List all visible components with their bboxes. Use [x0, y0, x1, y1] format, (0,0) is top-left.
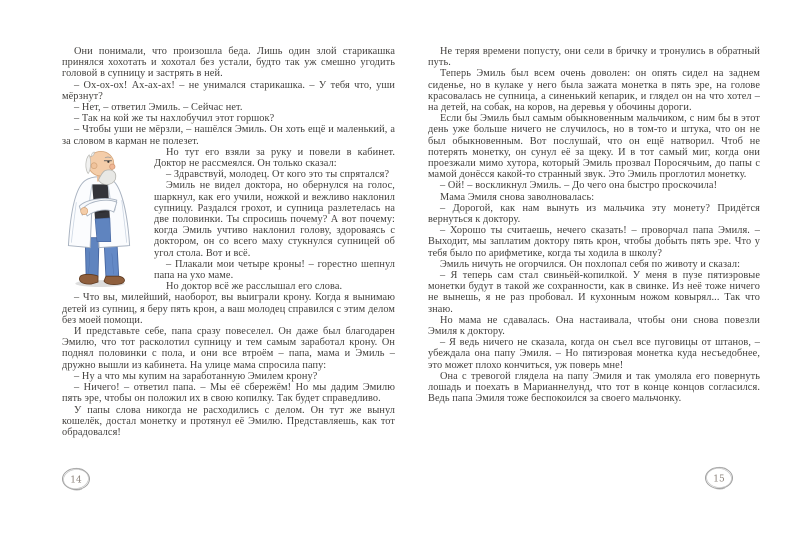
paragraph: Но доктор всё же расслышал его слова. — [166, 281, 343, 293]
paragraph: Эмиль ничуть не огорчился. Он похлопал себя по животу и сказал: — [440, 258, 741, 270]
paragraph: – Здравствуй, молодец. От кого это ты спрятался? — [166, 169, 390, 181]
doctor-drawing — [56, 143, 144, 289]
paragraph: Мама Эмиля снова заволновалась: — [440, 191, 595, 203]
paragraph: Теперь Эмиль был всем очень доволен: он опять сидел на заднем сиденье, но в кулаке у него была зажата монетка в пять эре, на голове красовалась не супница, а синенький кепарик, и глядел он на что хотел – на детей, на собак, на коров, на деревья у обочины дороги. — [428, 68, 760, 114]
left-page — [62, 46, 395, 438]
paragraph: – Что вы, милейший, наоборот, вы выиграли крону. Когда я вынимаю детей из супниц, я беру пять крон, а ваш молодец справился с этим делом без моей помощи. — [62, 292, 395, 326]
page-number-right-value: 15 — [713, 474, 725, 485]
paragraph: – Чтобы уши не мёрзли, – нашёлся Эмиль. Он хоть ещё и маленький, а за словом в карман не полезет. — [62, 124, 395, 147]
paragraph: Но мама не сдавалась. Она настаивала, чтобы они снова повезли Эмиля к доктору. — [428, 314, 760, 338]
paragraph: Они понимали, что произошла беда. Лишь один злой старикашка принялся хохотать и хохотал без устали, будто так уж смешно угодить головой в супницу и застрять в ней. — [62, 46, 395, 80]
paragraph: Не теряя времени попусту, они сели в бричку и тронулись в обратный путь. — [428, 46, 760, 69]
paragraph: Эмиль не видел доктора, но обернулся на голос, шаркнул, как его учили, ножкой и вежливо наклонил супницу. Раздался грохот, и супница разлетелась на две половинки. Ты спросишь почему? А вот почему: когда Эмиль учтиво наклонил голову, здороваясь с доктором, он со всего маху стукнулся супницей об угол стола. Вот и всё. — [154, 180, 395, 259]
paragraph: – Плакали мои четыре кроны! – горестно шепнул папа на ухо маме. — [154, 258, 395, 282]
paragraph: – Я ведь ничего не сказала, когда он съел все пуговицы от штанов, – убеждала она папу Эмиля. – Но пятиэровая монетка куда несъедобнее, это может плохо кончиться, уж поверь мне! — [428, 337, 760, 371]
paragraph: – Дорогой, как нам вынуть из мальчика эту монету? Придётся вернуться к доктору. — [428, 202, 760, 226]
paragraph: – Хорошо ты считаешь, нечего сказать! – проворчал папа Эмиля. – Выходит, мы заплатим доктору пять крон, чтобы добыть пять эре. Что у тебя было по арифметике, когда ты ходила в школу? — [428, 225, 760, 259]
page-number-left-value: 14 — [70, 475, 82, 486]
paragraph: Она с тревогой глядела на папу Эмиля и так умоляла его повернуть лошадь и поехать в Марианнелунд, что тот в конце концов согласился. Ведь папа Эмиля тоже беспокоился за своего мальчонку. — [428, 370, 760, 405]
paragraph: Если бы Эмиль был самым обыкновенным мальчиком, с ним бы в этот день уже больше ничего не случилось, но в том-то и штука, что он не был обыкновенным. Вот послушай, что он ещё натворил. Чтоб не потерять монетку, он сунул её за щеку. И в тот самый миг, когда они проезжали мимо хутора, который Эмиль прозвал Поросячьим, до папы с мамой донёсся какой-то странный звук. Это Эмиль проглотил монетку. — [428, 113, 760, 181]
paragraph: – Ох-ох-ох! Ах-ах-ах! – не унимался старикашка. – У тебя что, уши мёрзнут? — [62, 79, 395, 102]
paragraph: – Я теперь сам стал свиньёй-копилкой. У меня в пузе пятиэровые монетки будут в такой же сохранности, как в свинке. Из неё тоже ничего не вынешь, я не раз пробовал. И кухонным ножом ковырял... Так что знаю. — [428, 270, 760, 315]
page-number-left — [59, 464, 93, 494]
paragraph: У папы слова никогда не расходились с делом. Он тут же вынул кошелёк, достал монетку и протянул её Эмилю. Представляешь, как тот обрадовался! — [62, 404, 395, 438]
right-page — [428, 46, 760, 405]
paragraph: – Ой! – воскликнул Эмиль. – До чего она быстро проскочила! — [440, 180, 718, 192]
doctor-illustration — [56, 143, 144, 289]
paragraph: – Так на кой же ты нахлобучил этот горшок? — [74, 113, 275, 125]
page-number-right — [702, 463, 736, 493]
paragraph: И представьте себе, папа сразу повеселел. Он даже был благодарен Эмилю, что тот расколотил супницу и тем самым заработал крону. Он поднял половинки с пола, и они все втроём – папа, мама и Эмиль – дружно вышли из кабинета. На улице мама спросила папу: — [62, 326, 395, 371]
paragraph: – Ничего! – ответил папа. – Мы её сбережём! Но мы дадим Эмилю пять эре, чтобы он положил их в свою копилку. Так будет справедливо. — [62, 382, 395, 405]
paragraph: – Ну а что мы купим на заработанную Эмилем крону? — [74, 370, 318, 382]
paragraph: – Нет, – ответил Эмиль. – Сейчас нет. — [74, 102, 243, 114]
paragraph: Но тут его взяли за руку и повели в кабинет. Доктор не рассмеялся. Он только сказал: — [154, 146, 395, 170]
